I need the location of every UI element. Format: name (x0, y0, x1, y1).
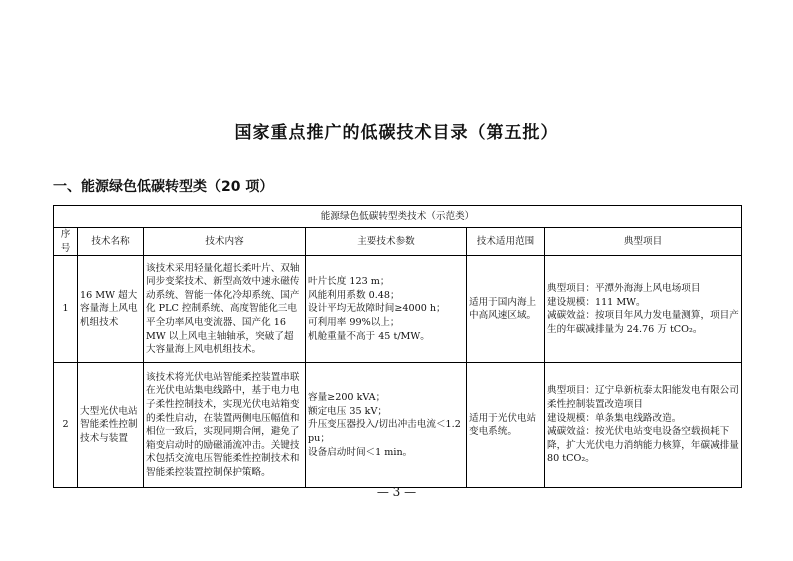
header-project: 典型项目 (545, 228, 742, 256)
row-no: 2 (54, 363, 78, 488)
row-params (306, 363, 467, 488)
table-caption: 能源绿色低碳转型类技术（示范类） (54, 206, 742, 228)
header-no: 序号 (54, 228, 78, 256)
param-line: 额定电压 35 kV； (308, 405, 388, 417)
table-header-row (54, 228, 742, 256)
project-line: 减碳效益：按项目年风力发电量测算，项目产生的年碳减排量为 24.76 万 tCO₂。 (547, 310, 739, 335)
row-name: 16 MW 超大容量海上风电机组技术 (78, 256, 144, 363)
project-line: 建设规模：111 MW。 (547, 296, 646, 308)
header-params: 主要技术参数 (306, 228, 467, 256)
param-line: 机舱重量不高于 45 t/MW。 (308, 330, 430, 342)
table-caption-row (54, 206, 742, 228)
project-line: 典型项目：辽宁阜新杭泰太阳能发电有限公司柔性控制装置改造项目 (547, 385, 739, 410)
page-number: — 3 — (376, 485, 417, 499)
param-line: 叶片长度 123 m； (308, 276, 390, 288)
section-heading: 一、能源绿色低碳转型类（20 项） (53, 179, 274, 195)
row-no: 1 (54, 256, 78, 363)
row-content: 该技术将光伏电站智能柔控装置串联在光伏电站集电线路中，基于电力电子柔性控制技术，实现光伏电站箱变的柔性启动，在装置两侧电压幅值和相位一致后，实现同期合闸，避免了箱变启动时的励磁涌流冲击。关键技术包括交流电压智能柔性控制技术和智能柔控装置控制保护策略。 (144, 363, 306, 488)
header-scope: 技术适用范围 (467, 228, 545, 256)
project-line: 典型项目：平潭外海海上风电场项目 (547, 283, 701, 294)
project-line: 减碳效益：按光伏电站变电设备空载损耗下降，扩大光伏电力消纳能力核算，年碳减排量 80 tCO₂。 (547, 426, 739, 465)
param-line: 设备启动时间＜1 min。 (308, 446, 413, 458)
row-scope: 适用于国内海上中高风速区域。 (467, 256, 545, 363)
header-content: 技术内容 (144, 228, 306, 256)
row-content: 该技术采用轻量化超长柔叶片、双轴同步变桨技术、新型高效中速永磁传动系统、智能一体化冷却系统、国产化 PLC 控制系统、高度智能化三电平全功率风电变流器、国产化 16 MW 以上风电主轴轴承，突破了超大容量海上风电机组技术。 (144, 256, 306, 363)
param-line: 风能利用系数 0.48； (308, 289, 400, 301)
row-name: 大型光伏电站智能柔性控制技术与装置 (78, 363, 144, 488)
table-row (54, 256, 742, 363)
header-name: 技术名称 (78, 228, 144, 256)
row-params (306, 256, 467, 363)
row-scope: 适用于光伏电站变电系统。 (467, 363, 545, 488)
technology-table (53, 205, 742, 488)
project-line: 建设规模：单条集电线路改造。 (547, 412, 682, 424)
table-row (54, 363, 742, 488)
param-line: 可利用率 99%以上； (308, 316, 400, 328)
param-line: 升压变压器投入/切出冲击电流＜1.2 pu； (308, 419, 461, 444)
row-project (545, 363, 742, 488)
document-title: 国家重点推广的低碳技术目录（第五批） (234, 123, 559, 143)
row-project (545, 256, 742, 363)
param-line: 容量≥200 kVA； (308, 392, 386, 404)
param-line: 设计平均无故障时间≥4000 h； (308, 303, 446, 315)
